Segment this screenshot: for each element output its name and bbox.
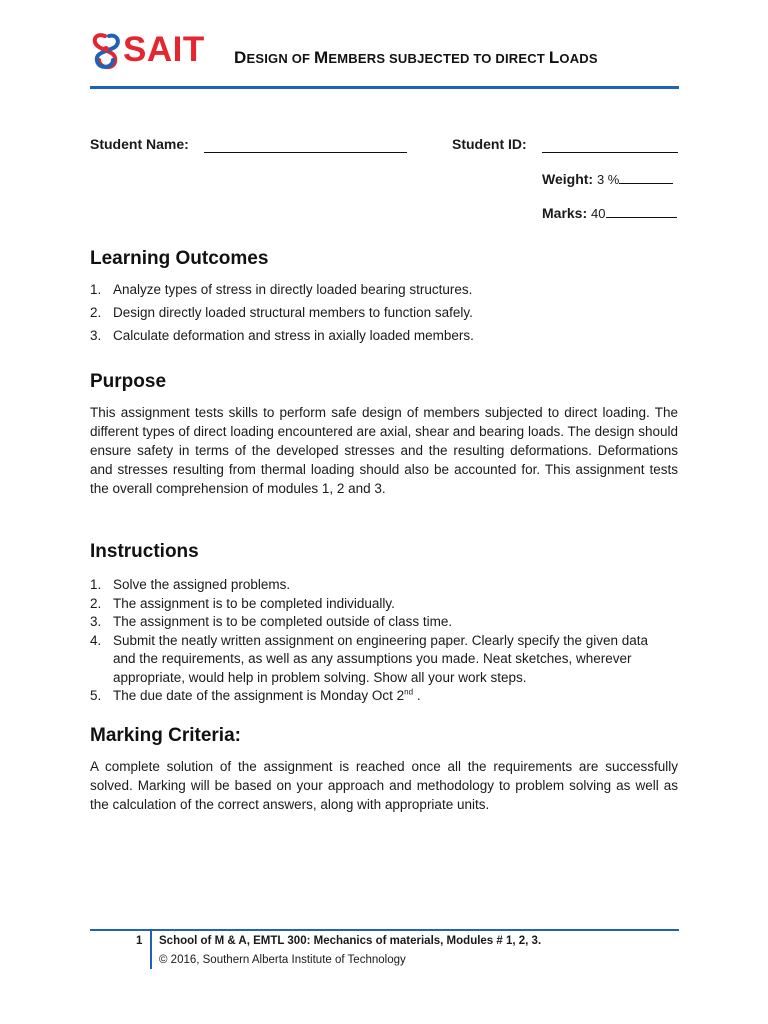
list-text-end: . — [413, 688, 421, 703]
sait-logo-mark — [89, 30, 123, 70]
instructions-list — [90, 576, 665, 706]
list-text: The assignment is to be completed outside of class time. — [113, 614, 453, 629]
list-item — [90, 595, 665, 614]
list-item — [90, 687, 665, 706]
list-text: Analyze types of stress in directly loaded bearing structures. — [113, 282, 473, 297]
instructions-heading: Instructions — [90, 541, 199, 562]
list-number: 1. — [90, 577, 102, 592]
logo-text: SAIT — [123, 30, 205, 69]
list-item — [90, 632, 665, 688]
student-name-field[interactable] — [204, 151, 407, 153]
list-text: Submit the neatly written assignment on engineering paper. Clearly specify the given data and the requirements, as well as any assumptions you made. Neat sketches, wherever appropriate, would help in problem solving. Show all your work steps. — [113, 632, 649, 685]
student-id-label: Student ID: — [452, 136, 527, 152]
footer-copyright: © 2016, Southern Alberta Institute of Technology — [159, 954, 406, 966]
list-number: 2. — [90, 305, 102, 320]
title-part: L — [548, 48, 560, 67]
page-number: 1 — [136, 935, 143, 947]
list-text: The assignment is to be completed individually. — [113, 595, 395, 611]
ordinal-suffix: nd — [404, 687, 414, 697]
marks-row — [542, 205, 678, 221]
list-text: Design directly loaded structural members to function safely. — [113, 305, 473, 320]
list-number: 2. — [90, 595, 102, 611]
list-item — [90, 281, 690, 300]
footer-divider — [90, 929, 679, 931]
footer-vertical-divider — [150, 931, 152, 969]
header-divider — [90, 86, 679, 89]
marking-criteria-heading: Marking Criteria: — [90, 725, 241, 746]
learning-outcomes-heading: Learning Outcomes — [90, 248, 269, 269]
document-title — [234, 48, 598, 68]
list-item — [90, 613, 665, 632]
title-part: ESIGN OF — [246, 51, 315, 66]
footer-course-line: School of M & A, EMTL 300: Mechanics of materials, Modules # 1, 2, 3. — [159, 935, 542, 947]
student-id-field[interactable] — [542, 151, 678, 153]
sait-logo — [89, 30, 215, 70]
list-item — [90, 576, 665, 595]
list-number: 4. — [90, 632, 102, 648]
marking-criteria-paragraph: A complete solution of the assignment is reached once all the requirements are successfully solved. Marking will be based on your approach and methodology to problem solving as well as the calculation of the correct answers, along with appropriate units. — [90, 759, 678, 812]
marks-value: 40 — [591, 206, 606, 221]
marks-underline — [606, 216, 677, 218]
weight-underline — [619, 182, 673, 184]
title-part: D — [234, 48, 247, 67]
list-item — [90, 304, 690, 323]
purpose-paragraph: This assignment tests skills to perform safe design of members subjected to direct loading. The different types of direct loading encountered are axial, shear and bearing loads. The design should ensure safety in terms of the developed stresses and the resulting deformations. Deformations and stresses resulting from thermal loading should also be accounted for. This assignment tests the overall comprehension of modules 1, 2 and 3. — [90, 405, 678, 496]
marks-label: Marks: — [542, 205, 588, 221]
list-number: 3. — [90, 328, 102, 343]
list-text: Calculate deformation and stress in axially loaded members. — [113, 328, 474, 343]
title-part: M — [314, 48, 329, 67]
weight-row — [542, 171, 678, 187]
learning-outcomes-list — [90, 281, 690, 350]
list-number: 5. — [90, 688, 102, 703]
weight-value: 3 % — [596, 172, 620, 187]
title-part: OADS — [559, 51, 598, 66]
list-item — [90, 327, 690, 346]
list-number: 3. — [90, 614, 102, 629]
list-text: The due date of the assignment is Monday Oct 2 — [113, 688, 405, 703]
student-name-label: Student Name: — [90, 136, 189, 152]
weight-label: Weight: — [542, 171, 594, 187]
list-text: Solve the assigned problems. — [113, 577, 291, 592]
title-part: EMBERS SUBJECTED TO DIRECT — [328, 51, 549, 66]
purpose-heading: Purpose — [90, 371, 167, 392]
list-number: 1. — [90, 282, 102, 297]
